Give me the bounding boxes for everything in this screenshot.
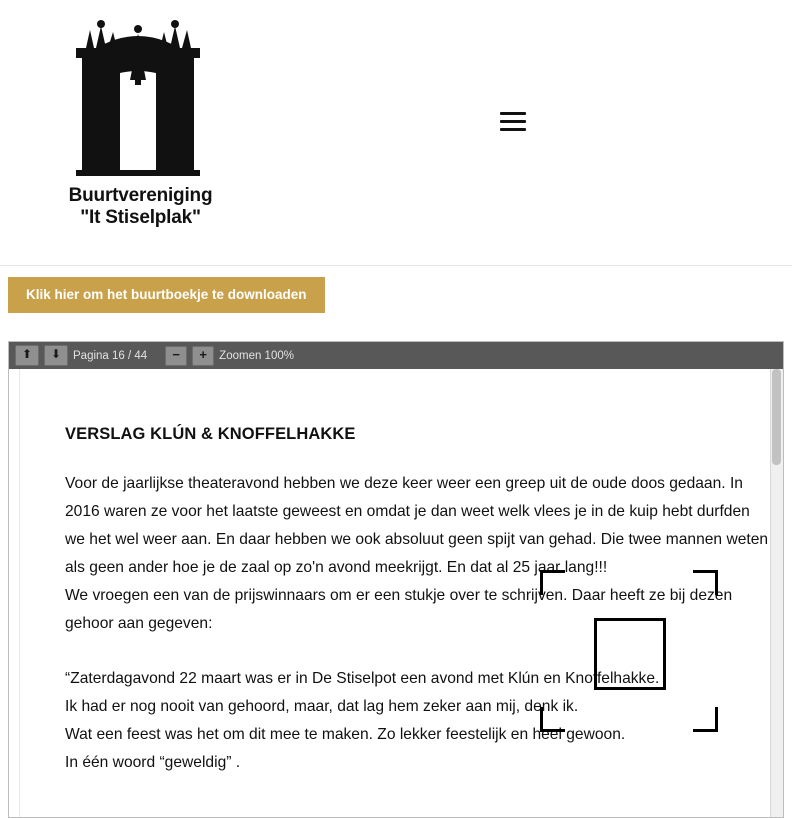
document-title <box>65 425 771 444</box>
hamburger-bar-2 <box>500 120 526 123</box>
download-buurtboekje-button[interactable]: Klik hier om het buurtboekje te downloaden <box>8 277 325 313</box>
pdf-document-content <box>65 369 771 777</box>
pdf-page-area[interactable] <box>9 369 783 817</box>
pdf-scrollbar-thumb[interactable] <box>772 369 781 465</box>
hamburger-menu-icon[interactable] <box>500 112 526 134</box>
logo-line-1: Buurtvereniging <box>68 185 213 206</box>
pdf-toolbar <box>9 342 783 369</box>
document-paragraph-2: We vroegen een van de prijswinnaars om er een stukje over te schrijven. Daar heeft ze bij dezen gehoor aan gegeven: <box>65 587 733 632</box>
pdf-vertical-scrollbar[interactable] <box>770 369 783 817</box>
logo-text <box>38 185 243 230</box>
document-paragraph-3: “Zaterdagavond 22 maart was er in De Stiselpot een avond met Klún en Knoffelhakke. <box>65 670 660 687</box>
zoom-out-button[interactable]: − <box>165 346 187 366</box>
logo-line-2: "It Stiselplak" <box>80 207 201 229</box>
document-paragraph-1: Voor de jaarlijkse theateravond hebben we deze keer weer een greep uit de oude doos gedaan. In 2016 waren ze voor het laatste geweest en omdat je dan weet welk vlees je in de kuip hebt durfden we het wel weer aan. En daar hebben we ook absoluut geen spijt van gehad. Die twee mannen weten als geen ander hoe je de zaal op zo'n avond meekrijgt. En dat al 25 jaar lang!!! <box>65 475 769 576</box>
zoom-level-label: Zoomen 100% <box>219 349 294 362</box>
document-paragraph-5: Wat een feest was het om dit mee te maken. Zo lekker feestelijk en heel gewoon. <box>65 726 626 743</box>
download-band <box>0 266 792 339</box>
page-indicator: Pagina 16 / 44 <box>73 349 148 362</box>
site-header <box>0 0 792 266</box>
document-paragraph-6: In één woord “geweldig” . <box>65 754 241 771</box>
gate-arch-logo-icon <box>38 18 238 183</box>
site-logo[interactable] <box>38 18 243 230</box>
document-title-text: VERSLAG KLÚN & KNOFFELHAKKE <box>65 425 356 443</box>
hamburger-bar-3 <box>500 128 526 131</box>
document-paragraph-4: Ik had er nog nooit van gehoord, maar, dat lag hem zeker aan mij, denk ik. <box>65 698 579 715</box>
hamburger-bar-1 <box>500 112 526 115</box>
zoom-in-button[interactable]: + <box>192 346 214 366</box>
pdf-left-margin <box>9 369 20 817</box>
next-page-button[interactable]: ⬇ <box>44 345 68 366</box>
pdf-viewer[interactable] <box>8 341 784 818</box>
previous-page-button[interactable]: ⬆ <box>15 345 39 366</box>
